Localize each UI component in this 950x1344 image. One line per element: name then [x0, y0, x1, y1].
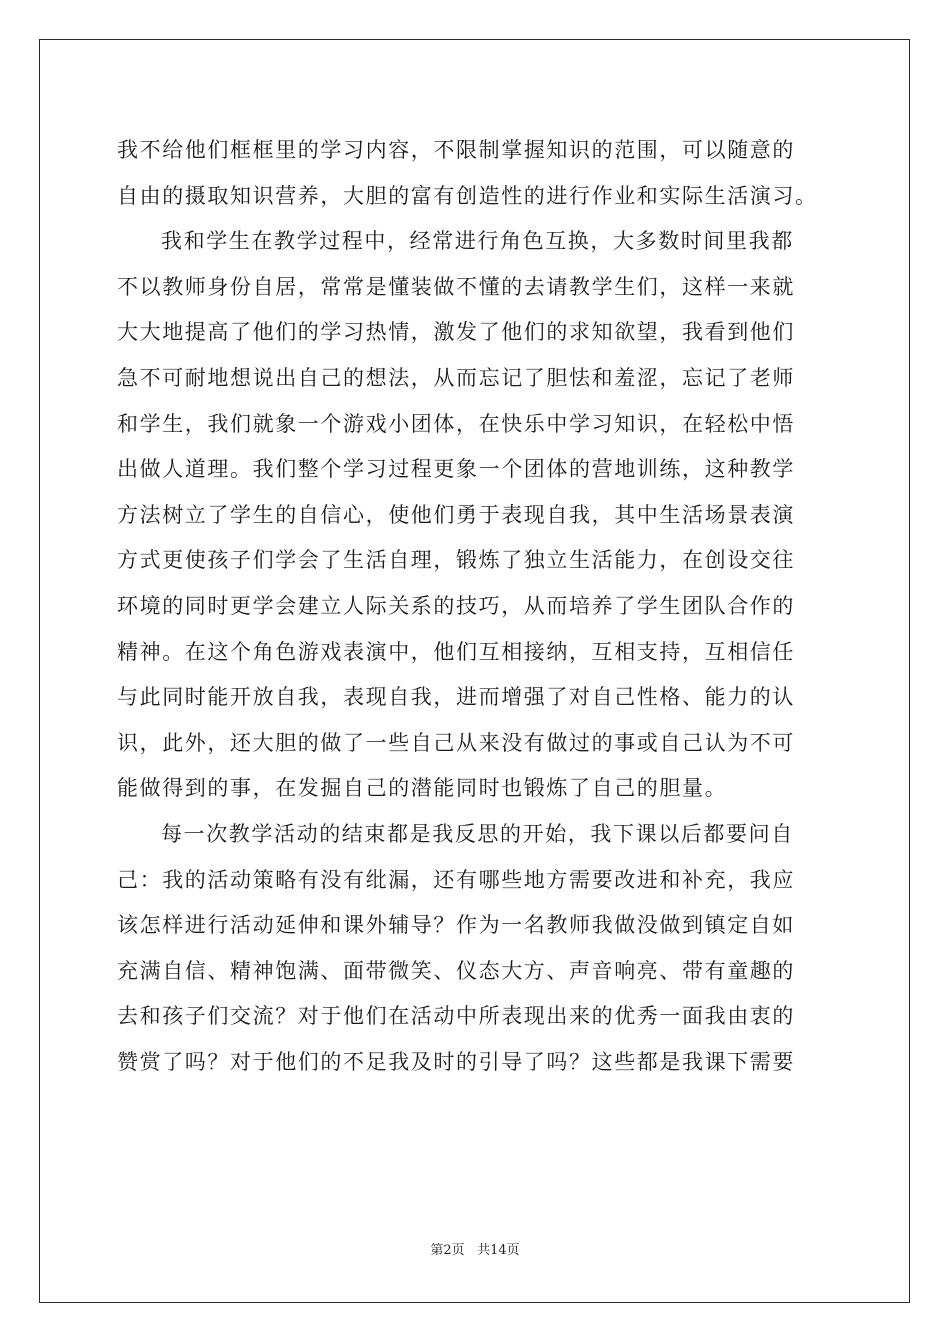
text-line: 不以教师身份自居，常常是懂装做不懂的去请教学生们，这样一来就: [117, 274, 795, 299]
page-footer: [0, 1243, 950, 1259]
text-line: 赞赏了吗？对于他们的不足我及时的引导了吗？这些都是我课下需要: [117, 1049, 795, 1074]
page-number: 第2页: [430, 1243, 465, 1258]
text-line: 充满自信、精神饱满、面带微笑、仪态大方、声音响亮、带有童趣的: [117, 958, 795, 983]
text-line: 去和孩子们交流？对于他们在活动中所表现出来的优秀一面我由衷的: [117, 1004, 795, 1029]
document-body: [117, 128, 835, 1085]
text-line: 方法树立了学生的自信心，使他们勇于表现自我，其中生活场景表演: [117, 502, 795, 527]
text-line: 能做得到的事，在发掘自己的潜能同时也锻炼了自己的胆量。: [117, 776, 728, 801]
text-line: 大大地提高了他们的学习热情，激发了他们的求知欲望，我看到他们: [117, 320, 795, 345]
paragraph-start-line: 每一次教学活动的结束都是我反思的开始，我下课以后都要问自: [161, 821, 794, 846]
text-line: 急不可耐地想说出自己的想法，从而忘记了胆怯和羞涩，忘记了老师: [117, 365, 795, 390]
text-line: 出做人道理。我们整个学习过程更象一个团体的营地训练，这种教学: [117, 457, 795, 482]
text-line: 识，此外，还大胆的做了一些自己从来没有做过的事或自己认为不可: [117, 730, 795, 755]
paragraph-start-line: 我和学生在教学过程中，经常进行角色互换，大多数时间里我都: [161, 229, 794, 254]
text-line: 我不给他们框框里的学习内容，不限制掌握知识的范围，可以随意的: [117, 138, 795, 162]
text-line: 环境的同时更学会建立人际关系的技巧，从而培养了学生团队合作的: [117, 593, 795, 618]
text-line: 己：我的活动策略有没有纰漏，还有哪些地方需要改进和补充，我应: [117, 867, 795, 892]
text-line: 方式更使孩子们学会了生活自理，锻炼了独立生活能力，在创设交往: [117, 548, 795, 573]
text-line: 与此同时能开放自我，表现自我，进而增强了对自己性格、能力的认: [117, 685, 795, 710]
text-line: 和学生，我们就象一个游戏小团体，在快乐中学习知识，在轻松中悟: [117, 411, 795, 436]
text-line: 精神。在这个角色游戏表演中，他们互相接纳，互相支持，互相信任: [117, 639, 795, 664]
text-line: 该怎样进行活动延伸和课外辅导？作为一名教师我做没做到镇定自如: [117, 913, 795, 938]
page-total: 共14页: [477, 1243, 520, 1258]
text-line: 自由的摄取知识营养，大胆的富有创造性的进行作业和实际生活演习。: [117, 183, 818, 208]
